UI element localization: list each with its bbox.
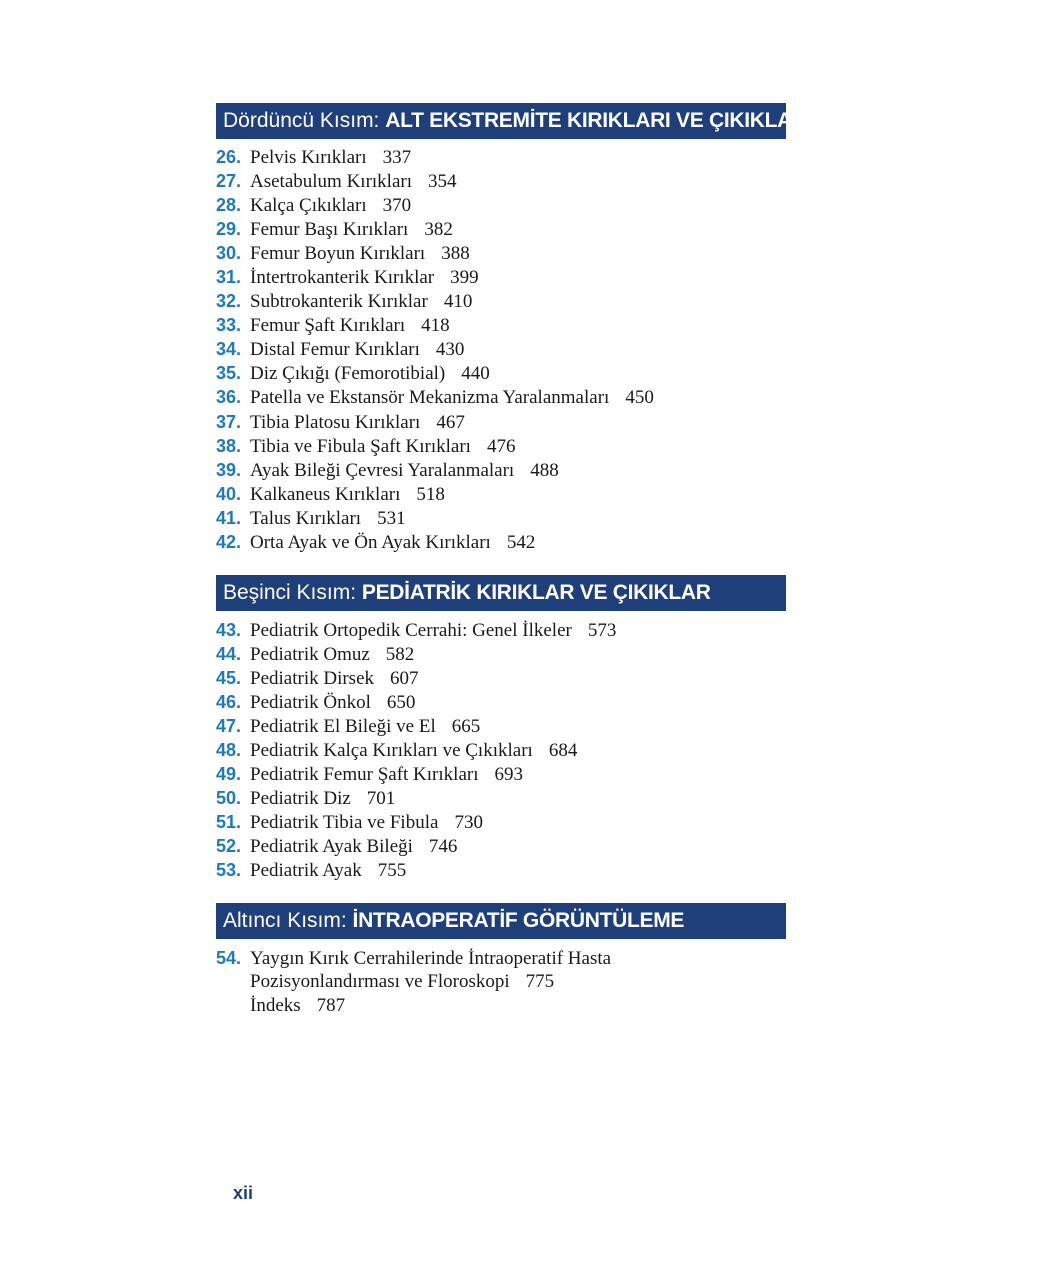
- chapter-number: 53.: [216, 860, 242, 881]
- page-ref: 650: [386, 692, 416, 714]
- chapter-number: 29.: [216, 219, 242, 240]
- part-lead: Altıncı Kısım:: [223, 909, 353, 932]
- chapter-title: Pediatrik Diz: [250, 788, 351, 810]
- toc-entry[interactable]: [216, 506, 816, 530]
- chapter-title: Tibia Platosu Kırıkları: [250, 411, 421, 433]
- page-ref: 476: [486, 435, 516, 457]
- chapter-title: Asetabulum Kırıkları: [250, 171, 412, 193]
- page-ref: 730: [454, 812, 483, 834]
- toc-entry[interactable]: [216, 410, 816, 434]
- chapter-number: 34.: [216, 339, 242, 360]
- chapter-number: 35.: [216, 363, 242, 384]
- chapter-number: 52.: [216, 836, 242, 857]
- index-title: İndeks: [250, 995, 301, 1017]
- chapter-number: 38.: [216, 435, 242, 456]
- page-ref: 450: [625, 387, 654, 409]
- part-lead: Dördüncü Kısım:: [223, 109, 386, 132]
- toc-entry[interactable]: [216, 834, 816, 858]
- chapter-number: 48.: [216, 740, 242, 761]
- page-ref: 382: [424, 219, 453, 241]
- page-ref: 775: [525, 971, 555, 993]
- part-title: İNTRAOPERATİF GÖRÜNTÜLEME: [352, 909, 685, 932]
- toc-entry[interactable]: [216, 145, 816, 169]
- toc-entry[interactable]: [216, 618, 816, 642]
- chapter-number: 27.: [216, 171, 242, 192]
- chapter-title: Pediatrik Omuz: [250, 644, 370, 666]
- chapter-title: Pediatrik Tibia ve Fibula: [250, 812, 439, 834]
- page-ref: 410: [443, 291, 473, 313]
- chapter-title: Pelvis Kırıkları: [250, 147, 367, 168]
- page-ref: 518: [416, 483, 445, 505]
- chapter-number: 26.: [216, 147, 242, 167]
- chapter-title: Kalkaneus Kırıkları: [250, 483, 401, 505]
- page-ref: 440: [461, 363, 490, 385]
- chapter-number: 31.: [216, 267, 242, 288]
- chapter-number: 46.: [216, 692, 242, 713]
- toc-entry[interactable]: [216, 530, 816, 554]
- chapter-number: 36.: [216, 387, 242, 408]
- chapter-number: 39.: [216, 459, 242, 480]
- page-ref: 370: [382, 195, 412, 217]
- chapter-title: Femur Başı Kırıkları: [250, 219, 409, 241]
- chapter-title: Pediatrik Önkol: [250, 692, 371, 714]
- page-ref: 531: [377, 507, 406, 529]
- part-title: PEDİATRİK KIRIKLAR VE ÇIKIKLAR: [361, 581, 711, 604]
- toc-entry-continuation[interactable]: [216, 970, 816, 994]
- toc-entry[interactable]: [216, 858, 816, 882]
- part-header-5: [216, 575, 786, 611]
- page-ref: 467: [436, 411, 465, 433]
- chapter-number: 28.: [216, 195, 242, 216]
- toc-entry[interactable]: [216, 786, 816, 810]
- chapter-number: 49.: [216, 764, 242, 785]
- toc-entry[interactable]: [216, 762, 816, 786]
- page-ref: 693: [494, 764, 523, 786]
- chapter-title: Yaygın Kırık Cerrahilerinde İntraoperatif Hasta: [250, 948, 612, 969]
- toc-entry[interactable]: [216, 738, 816, 762]
- toc-entry[interactable]: [216, 666, 816, 690]
- page-ref: 388: [441, 243, 470, 265]
- page-ref: 755: [377, 860, 407, 882]
- page-ref: 488: [530, 459, 559, 481]
- toc-entry-index[interactable]: [216, 994, 816, 1018]
- chapter-title: Distal Femur Kırıkları: [250, 339, 420, 361]
- chapter-number: 51.: [216, 812, 242, 833]
- chapter-number: 33.: [216, 315, 242, 336]
- chapter-number: 54.: [216, 948, 242, 968]
- chapter-title: Tibia ve Fibula Şaft Kırıkları: [250, 435, 471, 457]
- part-lead: Beşinci Kısım:: [223, 581, 362, 604]
- chapter-title: Pediatrik Kalça Kırıkları ve Çıkıkları: [250, 740, 533, 762]
- chapter-title: Pediatrik Dirsek: [250, 668, 375, 690]
- page-ref: 337: [382, 147, 412, 168]
- page-ref: 701: [366, 788, 396, 810]
- chapter-title: Pediatrik Femur Şaft Kırıkları: [250, 764, 479, 786]
- chapter-number: 30.: [216, 243, 242, 264]
- toc-entry[interactable]: [216, 169, 816, 193]
- chapter-number: 40.: [216, 483, 242, 504]
- page-ref: 787: [316, 995, 346, 1017]
- chapter-title: Femur Boyun Kırıkları: [250, 243, 426, 265]
- toc-entry[interactable]: [216, 946, 816, 970]
- page-ref: 542: [506, 531, 536, 553]
- page-ref: 665: [451, 716, 481, 738]
- toc-entry[interactable]: [216, 690, 816, 714]
- page-ref: 684: [548, 740, 578, 762]
- chapter-title: Kalça Çıkıkları: [250, 195, 367, 217]
- chapter-title: Diz Çıkığı (Femorotibial): [250, 363, 446, 385]
- part-header-4: [216, 103, 813, 139]
- chapter-title: Pozisyonlandırması ve Floroskopi: [250, 971, 510, 993]
- toc-entry[interactable]: [216, 434, 816, 458]
- chapter-title: Pediatrik Ayak: [250, 860, 362, 882]
- part-header-6: [216, 903, 786, 939]
- chapter-number: 47.: [216, 716, 242, 737]
- page-ref: 573: [587, 620, 617, 641]
- chapter-title: Pediatrik El Bileği ve El: [250, 716, 436, 738]
- toc-entry[interactable]: [216, 482, 816, 506]
- chapter-number: 44.: [216, 644, 242, 665]
- chapter-number: 41.: [216, 507, 242, 528]
- toc-entry[interactable]: [216, 313, 816, 337]
- toc-entry[interactable]: [216, 385, 816, 409]
- page-ref: 399: [450, 267, 479, 289]
- chapter-number: 32.: [216, 291, 242, 312]
- chapter-title: Pediatrik Ayak Bileği: [250, 836, 413, 858]
- chapter-title: Femur Şaft Kırıkları: [250, 315, 406, 337]
- toc-entry[interactable]: [216, 241, 816, 265]
- page-ref: 430: [435, 339, 465, 361]
- chapter-title: Pediatrik Ortopedik Cerrahi: Genel İlkeler: [250, 620, 572, 641]
- toc-entry[interactable]: [216, 265, 816, 289]
- toc-entry[interactable]: [216, 289, 816, 313]
- toc-entry[interactable]: [216, 361, 816, 385]
- chapter-title: Orta Ayak ve Ön Ayak Kırıkları: [250, 531, 491, 553]
- part-title: ALT EKSTREMİTE KIRIKLARI VE ÇIKIKLARI: [385, 109, 813, 132]
- chapter-number: 37.: [216, 411, 242, 432]
- chapter-number: 43.: [216, 620, 242, 640]
- chapter-title: Subtrokanterik Kırıklar: [250, 291, 428, 313]
- page-ref: 418: [421, 315, 450, 337]
- toc-entry[interactable]: [216, 193, 816, 217]
- toc-entry[interactable]: [216, 642, 816, 666]
- page-ref: 746: [428, 836, 458, 858]
- page-ref: 354: [428, 171, 457, 193]
- page-ref: 607: [390, 668, 419, 690]
- entries-part-4: [216, 145, 816, 554]
- chapter-title: Ayak Bileği Çevresi Yaralanmaları: [250, 459, 515, 481]
- chapter-title: Talus Kırıkları: [250, 507, 362, 529]
- toc-entry[interactable]: [216, 337, 816, 361]
- entries-part-5: [216, 618, 816, 883]
- toc-entry[interactable]: [216, 714, 816, 738]
- chapter-number: 42.: [216, 531, 242, 552]
- entries-part-6: [216, 946, 816, 1018]
- chapter-title: Patella ve Ekstansör Mekanizma Yaralanmaları: [250, 387, 610, 409]
- chapter-number: 45.: [216, 668, 242, 689]
- chapter-number: 50.: [216, 788, 242, 809]
- page-ref: 582: [385, 644, 415, 666]
- toc-entry[interactable]: [216, 217, 816, 241]
- toc-entry[interactable]: [216, 458, 816, 482]
- toc-entry[interactable]: [216, 810, 816, 834]
- chapter-title: İntertrokanterik Kırıklar: [250, 267, 435, 289]
- page-number: xii: [233, 1183, 254, 1203]
